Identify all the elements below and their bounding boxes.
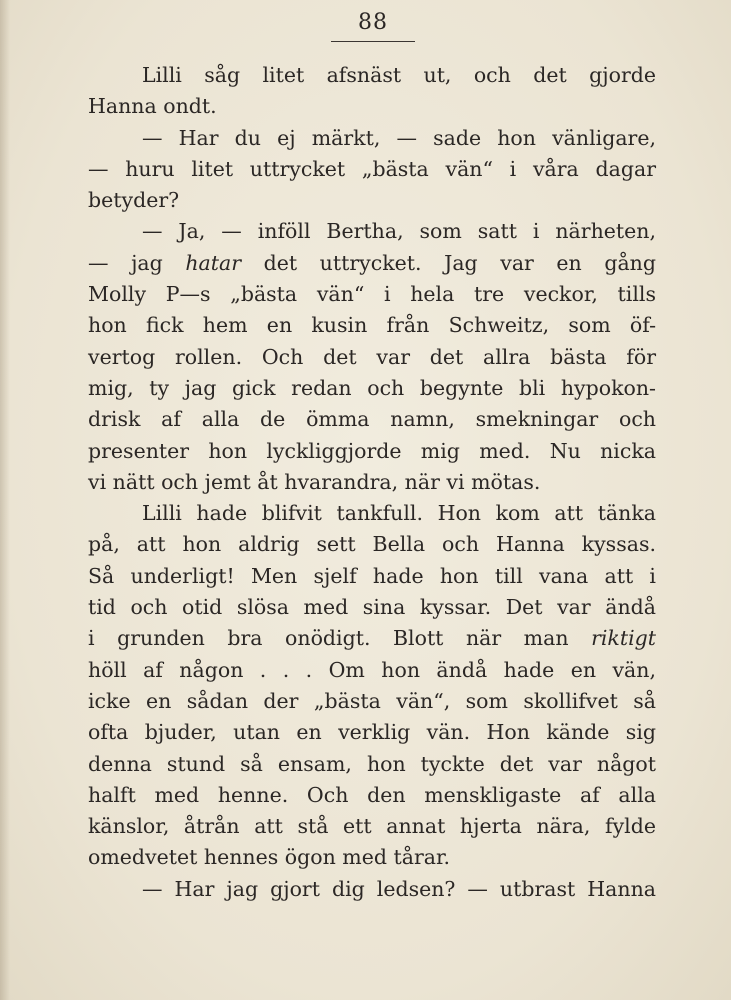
page-number-rule [331, 41, 415, 42]
text-segment: — Har jag gjort dig ledsen? — utbrast Hanna [142, 876, 656, 901]
text-line [88, 373, 656, 404]
text-line [88, 404, 656, 435]
text-line [88, 561, 656, 592]
page-edge-shadow [0, 0, 10, 1000]
text-segment: — huru litet uttrycket „bästa vän“ i våra dagar [88, 156, 656, 181]
text-line [88, 623, 656, 654]
text-line [88, 780, 656, 811]
text-segment: hon fick hem en kusin från Schweitz, som öf- [88, 313, 656, 338]
text-segment: betyder? [88, 188, 180, 213]
text-segment: — Har du ej märkt, — sade hon vänligare, [142, 125, 656, 150]
text-line [88, 529, 656, 560]
text-line [88, 655, 656, 686]
text-line [88, 811, 656, 842]
text-segment: känslor, åtrån att stå ett annat hjerta nära, fylde [88, 814, 656, 839]
body-text [88, 60, 656, 905]
page-number: 88 [358, 10, 388, 35]
text-segment: i grunden bra onödigt. Blott när man [88, 626, 592, 651]
text-line [88, 874, 656, 905]
text-segment: vi nätt och jemt åt hvarandra, när vi mötas. [88, 469, 541, 494]
text-segment: mig, ty jag gick redan och begynte bli hypokon- [88, 375, 656, 400]
emphasized-word: hatar [185, 250, 242, 275]
text-segment: — Ja, — inföll Bertha, som satt i närheten, [142, 219, 656, 244]
text-line [88, 749, 656, 780]
text-segment: denna stund så ensam, hon tyckte det var något [88, 751, 656, 776]
text-segment: Så underligt! Men sjelf hade hon till vana att i [88, 563, 656, 588]
text-segment: tid och otid slösa med sina kyssar. Det var ändå [88, 595, 656, 620]
text-line [88, 842, 656, 873]
emphasized-word: riktigt [591, 626, 656, 651]
text-segment: det uttrycket. Jag var en gång [241, 250, 656, 275]
text-line [88, 592, 656, 623]
text-line [88, 185, 656, 216]
text-segment: Lilli hade blifvit tankfull. Hon kom att tänka [142, 501, 656, 526]
text-line [88, 342, 656, 373]
text-line [88, 310, 656, 341]
text-line [88, 216, 656, 247]
text-line [88, 686, 656, 717]
text-segment: — jag [88, 250, 186, 275]
text-line [88, 91, 656, 122]
text-line [88, 498, 656, 529]
text-segment: höll af någon . . . Om hon ändå hade en vän, [88, 657, 656, 682]
text-line [88, 467, 656, 498]
text-line [88, 248, 656, 279]
text-segment: Hanna ondt. [88, 94, 217, 119]
text-segment: presenter hon lyckliggjorde mig med. Nu nicka [88, 438, 656, 463]
text-segment: vertog rollen. Och det var det allra bästa för [88, 344, 656, 369]
text-line [88, 60, 656, 91]
text-line [88, 154, 656, 185]
text-line [88, 123, 656, 154]
text-segment: icke en sådan der „bästa vän“, som skollifvet så [88, 688, 656, 713]
text-segment: halft med henne. Och den menskligaste af alla [88, 782, 656, 807]
text-segment: på, att hon aldrig sett Bella och Hanna kyssas. [88, 532, 656, 557]
text-line [88, 436, 656, 467]
text-line [88, 279, 656, 310]
text-line [88, 717, 656, 748]
text-segment: drisk af alla de ömma namn, smekningar och [88, 407, 656, 432]
text-segment: Molly P—s „bästa vän“ i hela tre veckor, tills [88, 282, 656, 307]
text-segment: ofta bjuder, utan en verklig vän. Hon kände sig [88, 720, 656, 745]
text-segment: Lilli såg litet afsnäst ut, och det gjorde [142, 63, 656, 87]
text-segment: omedvetet hennes ögon med tårar. [88, 845, 451, 870]
